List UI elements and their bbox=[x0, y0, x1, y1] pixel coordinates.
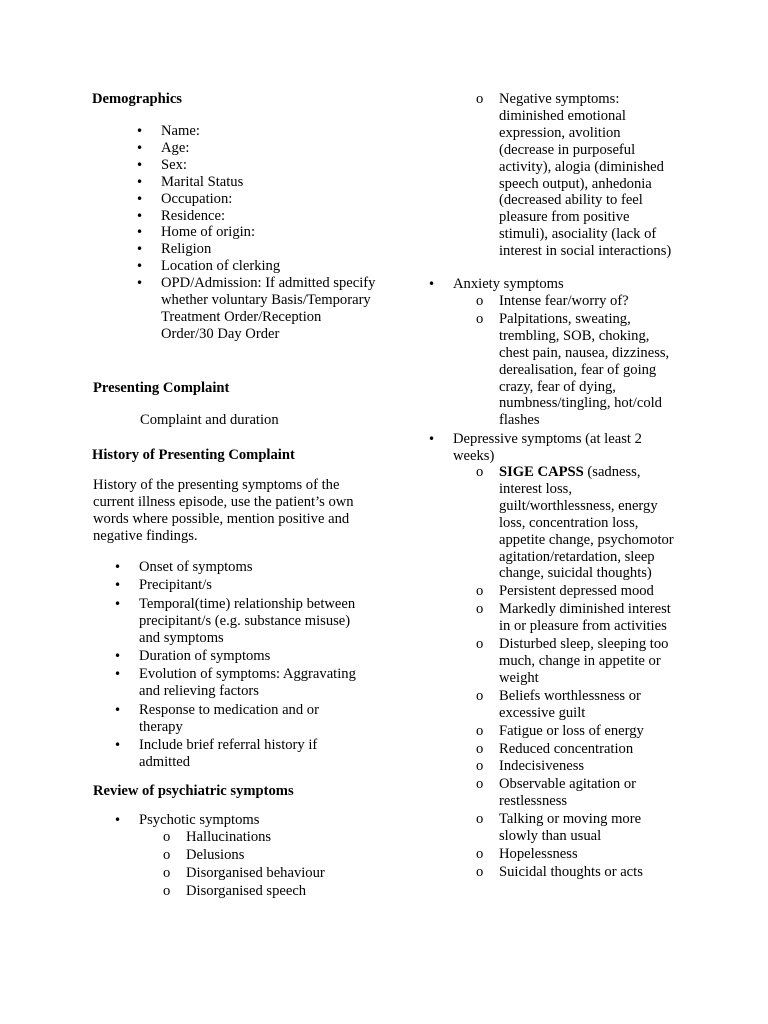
list-item: • Marital Status bbox=[161, 174, 376, 191]
sub-list-item: o Palpitations, sweating, trembling, SOB, choking, chest pain, nausea, dizziness, derealisation, fear of going crazy, fear of dying, numbness/tingling, hot/cold flashes bbox=[499, 311, 675, 429]
sub-list-item: o Hopelessness bbox=[499, 846, 675, 863]
sub-list-item: o Persistent depressed mood bbox=[499, 583, 675, 600]
hpc-paragraph: History of the presenting symptoms of the current illness episode, use the patient’s own words where possible, mention positive and negative findings. bbox=[93, 477, 354, 544]
sub-list-item: o Indecisiveness bbox=[499, 758, 675, 775]
list-item: • Include brief referral history if admitted bbox=[139, 737, 364, 771]
sige-capss-description: (sadness, interest loss, guilt/worthlessness, energy loss, concentration loss, appetite change, psychomotor agitation/retardation, sleep change, suicidal thoughts) bbox=[499, 464, 674, 582]
sub-list-item: o Negative symptoms: diminished emotional expression, avolition (decrease in purposeful activity), alogia (diminished speech output), anhedonia (decreased ability to feel pleasure from positive stimuli), asociality (lack of interest in social interactions) bbox=[499, 91, 675, 260]
list-item: • Duration of symptoms bbox=[139, 648, 364, 665]
list-item: • Age: bbox=[161, 140, 376, 157]
sub-list-item: o Intense fear/worry of? bbox=[499, 293, 675, 310]
anxiety-list bbox=[453, 276, 678, 293]
depressive-sublist bbox=[499, 464, 675, 881]
list-item: • Temporal(time) relationship between precipitant/s (e.g. substance misuse) and symptoms bbox=[139, 596, 364, 647]
list-item: • Location of clerking bbox=[161, 258, 376, 275]
list-item: • Precipitant/s bbox=[139, 577, 364, 594]
list-item: • Psychotic symptoms bbox=[139, 812, 374, 829]
list-item: • Depressive symptoms (at least 2 weeks) bbox=[453, 431, 678, 465]
sub-list-item: o Markedly diminished interest in or pleasure from activities bbox=[499, 601, 675, 635]
hpc-heading: History of Presenting Complaint bbox=[92, 447, 295, 463]
sub-list-item: o Reduced concentration bbox=[499, 741, 675, 758]
list-item: • Name: bbox=[161, 123, 376, 140]
anxiety-sublist bbox=[499, 293, 675, 429]
list-item: • Evolution of symptoms: Aggravating and relieving factors bbox=[139, 666, 364, 700]
list-item: • Residence: bbox=[161, 208, 376, 225]
depressive-list bbox=[453, 431, 678, 465]
sub-list-item-sige-capss bbox=[499, 464, 675, 582]
list-item: • Onset of symptoms bbox=[139, 559, 364, 576]
hpc-list bbox=[139, 559, 364, 771]
list-item: • Occupation: bbox=[161, 191, 376, 208]
sub-list-item: o Delusions bbox=[186, 847, 376, 864]
list-item: • Home of origin: bbox=[161, 224, 376, 241]
presenting-complaint-text: Complaint and duration bbox=[140, 412, 279, 428]
demographics-heading: Demographics bbox=[92, 91, 182, 107]
sub-list-item: o Observable agitation or restlessness bbox=[499, 776, 675, 810]
sub-list-item: o Disturbed sleep, sleeping too much, change in appetite or weight bbox=[499, 636, 675, 687]
sub-list-item: o Beliefs worthlessness or excessive guilt bbox=[499, 688, 675, 722]
list-item: • OPD/Admission: If admitted specify whether voluntary Basis/Temporary Treatment Order/Reception Order/30 Day Order bbox=[161, 275, 376, 343]
sige-capss-label: SIGE CAPSS bbox=[499, 464, 584, 480]
list-item: • Sex: bbox=[161, 157, 376, 174]
list-item: • Response to medication and or therapy bbox=[139, 702, 364, 736]
sub-list-item: o Hallucinations bbox=[186, 829, 376, 846]
list-item: • Religion bbox=[161, 241, 376, 258]
sub-list-item: o Talking or moving more slowly than usual bbox=[499, 811, 675, 845]
sub-list-item: o Fatigue or loss of energy bbox=[499, 723, 675, 740]
review-heading: Review of psychiatric symptoms bbox=[93, 783, 294, 799]
list-item: • Anxiety symptoms bbox=[453, 276, 678, 293]
demographics-list bbox=[161, 123, 376, 343]
sub-list-item: o Disorganised speech bbox=[186, 883, 376, 900]
psychotic-sublist-continued bbox=[499, 91, 675, 260]
presenting-complaint-heading: Presenting Complaint bbox=[93, 380, 230, 396]
psychotic-sublist bbox=[186, 829, 376, 900]
sub-list-item: o Suicidal thoughts or acts bbox=[499, 864, 675, 881]
sub-list-item: o Disorganised behaviour bbox=[186, 865, 376, 882]
psychotic-list bbox=[139, 812, 374, 829]
